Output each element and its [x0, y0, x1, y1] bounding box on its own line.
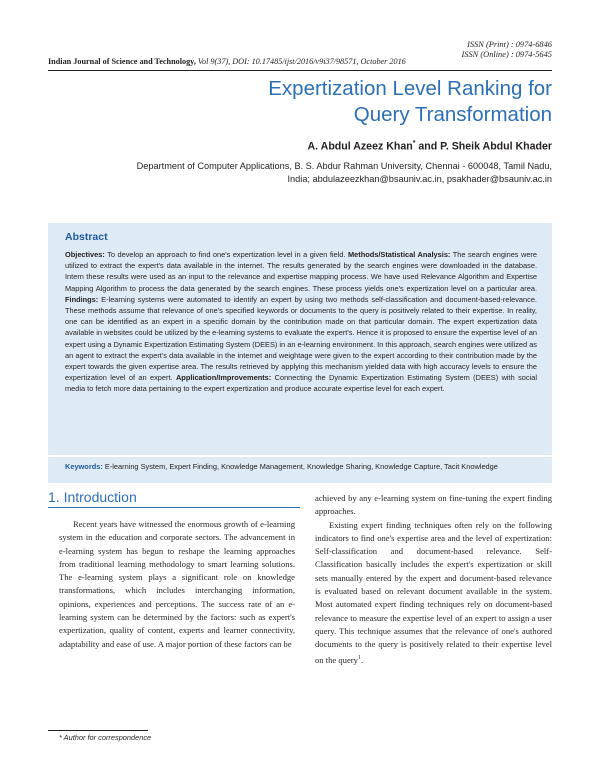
applications-label: Application/Improvements: [175, 373, 272, 383]
abstract-heading: Abstract [65, 231, 108, 243]
keywords-label: Keywords: [65, 462, 103, 471]
intro-paragraph-2 [315, 519, 552, 667]
objectives-text: To develop an approach to find one's expertization level in a given field. [104, 250, 348, 259]
section-heading-introduction: 1. Introduction [48, 486, 300, 508]
methods-label: Methods/Statistical Analysis: [347, 250, 451, 259]
affiliation-line-2: India; abdulazeezkhan@bsauniv.ac.in, psakhader@bsauniv.ac.in [287, 174, 552, 185]
intro-paragraph-2-end: . [360, 654, 364, 665]
keywords-box [48, 455, 552, 483]
title-line-1: Expertization Level Ranking for [268, 77, 552, 100]
header-rule [48, 70, 552, 71]
applications-text: Connecting the Dynamic Expertization Estimating System (DEES) with social media to fetch more data pertaining to the expert expertization and produce accurate expertise level for each expert. [65, 373, 537, 394]
abstract-box [48, 223, 552, 482]
findings-text: E-learning systems were automated to identify an expert by using two methods self-classification and document-based-relevance. These methods assume that relevance of one's specified keywords or documents to the query is positively related to their expertise. In reality, one can be identified as an expert in a specific domain by the contribution made on that particular domain. The expert expertization data available in websites could be utilized by the e-learning systems to evaluate the expert's. Hence it is proposed to ensure the expertise level of an expert using a Dynamic Expertization Estimating System (DEES) in an e-learning environment. In this approach, search engines were utilized as an agent to extract the expert's data available in the internet and weightage were given to the expert according to their contribution made by the expert towards the given expertise area. The results retrieved by applying this mechanism yielded data with high accuracy levels to ensure the expertization level of an expert. [65, 294, 537, 383]
right-column [315, 492, 552, 667]
intro-paragraph-continued: achieved by any e-learning system on fine-tuning the expert finding approaches. [315, 493, 552, 517]
paper-title [268, 76, 552, 128]
findings-label: Findings: [65, 294, 99, 304]
issn-print: ISSN (Print) : 0974-6846 [467, 40, 552, 49]
issn-online: ISSN (Online) : 0974-5645 [461, 50, 552, 59]
author-list [308, 140, 552, 153]
journal-name: Indian Journal of Science and Technology, [48, 57, 196, 66]
abstract-body [65, 249, 537, 395]
citation-ref: 1 [357, 654, 361, 661]
journal-citation [48, 57, 558, 66]
affiliation-line-1: Department of Computer Applications, B. S. Abdur Rahman University, Chennai - 600048, Tamil Nadu, [136, 161, 552, 171]
objectives-label: Objectives: [65, 250, 105, 259]
intro-paragraph-1: Recent years have witnessed the enormous growth of e-learning system in the education and corporate sectors. The advancement in e-learning system has begun to reshape the learning approaches from traditional learning methodology to smart learning solutions. The e-learning system plays a significant role on knowledge transformations, which includes interchanging information, opinions, experiences and perceptions. The success rate of an e-learning system can be determined by the factors: such as expert's expertization, quality of content, experts and learner connectivity, adaptability and ease of use. A major portion of these factors can be [59, 519, 295, 649]
methods-text: The search engines were utilized to extract the expert's data available in the internet. The results generated by the search engines were downloaded in the database. Intern these results were used as an input to the relevance and expertise mapping process. We have used Relevance Algorithm and Expertise Mapping Algorithm to process the data generated by the search engines. These process yields one's expertization level on a particular area. [65, 250, 538, 293]
affiliation [102, 160, 552, 187]
author-1: A. Abdul Azeez Khan [307, 140, 413, 153]
keywords-text: E-learning System, Expert Finding, Knowledge Management, Knowledge Sharing, Knowledge Capture, Tacit Knowledge [102, 462, 498, 471]
footnote-rule [48, 730, 148, 731]
left-column [59, 518, 295, 651]
journal-details: Vol 9(37), DOI: 10.17485/ijst/2016/v9i37/98571, October 2016 [197, 57, 406, 66]
author-2: and P. Sheik Abdul Khader [415, 140, 552, 153]
title-line-2: Query Transformation [353, 103, 552, 126]
footnote: * Author for correspondence [59, 733, 152, 742]
correspondence-mark: * [412, 140, 416, 147]
intro-paragraph-2-text: Existing expert finding techniques often rely on the following indicators to find one's expertise area and the level of expertization: Self-classification and document-based relevance. Self-Classification basically includes the expert's expertization or skill sets manually entered by the expert and document-based relevance is evaluated based on relevant document available in the system. Most automated expert finding techniques rely on document-based relevance to measure the expertise level of an expert to assign a user query. This technique assumes that the relevance of one's authored documents to the query is positively related to their expertise level on the query [315, 519, 552, 665]
